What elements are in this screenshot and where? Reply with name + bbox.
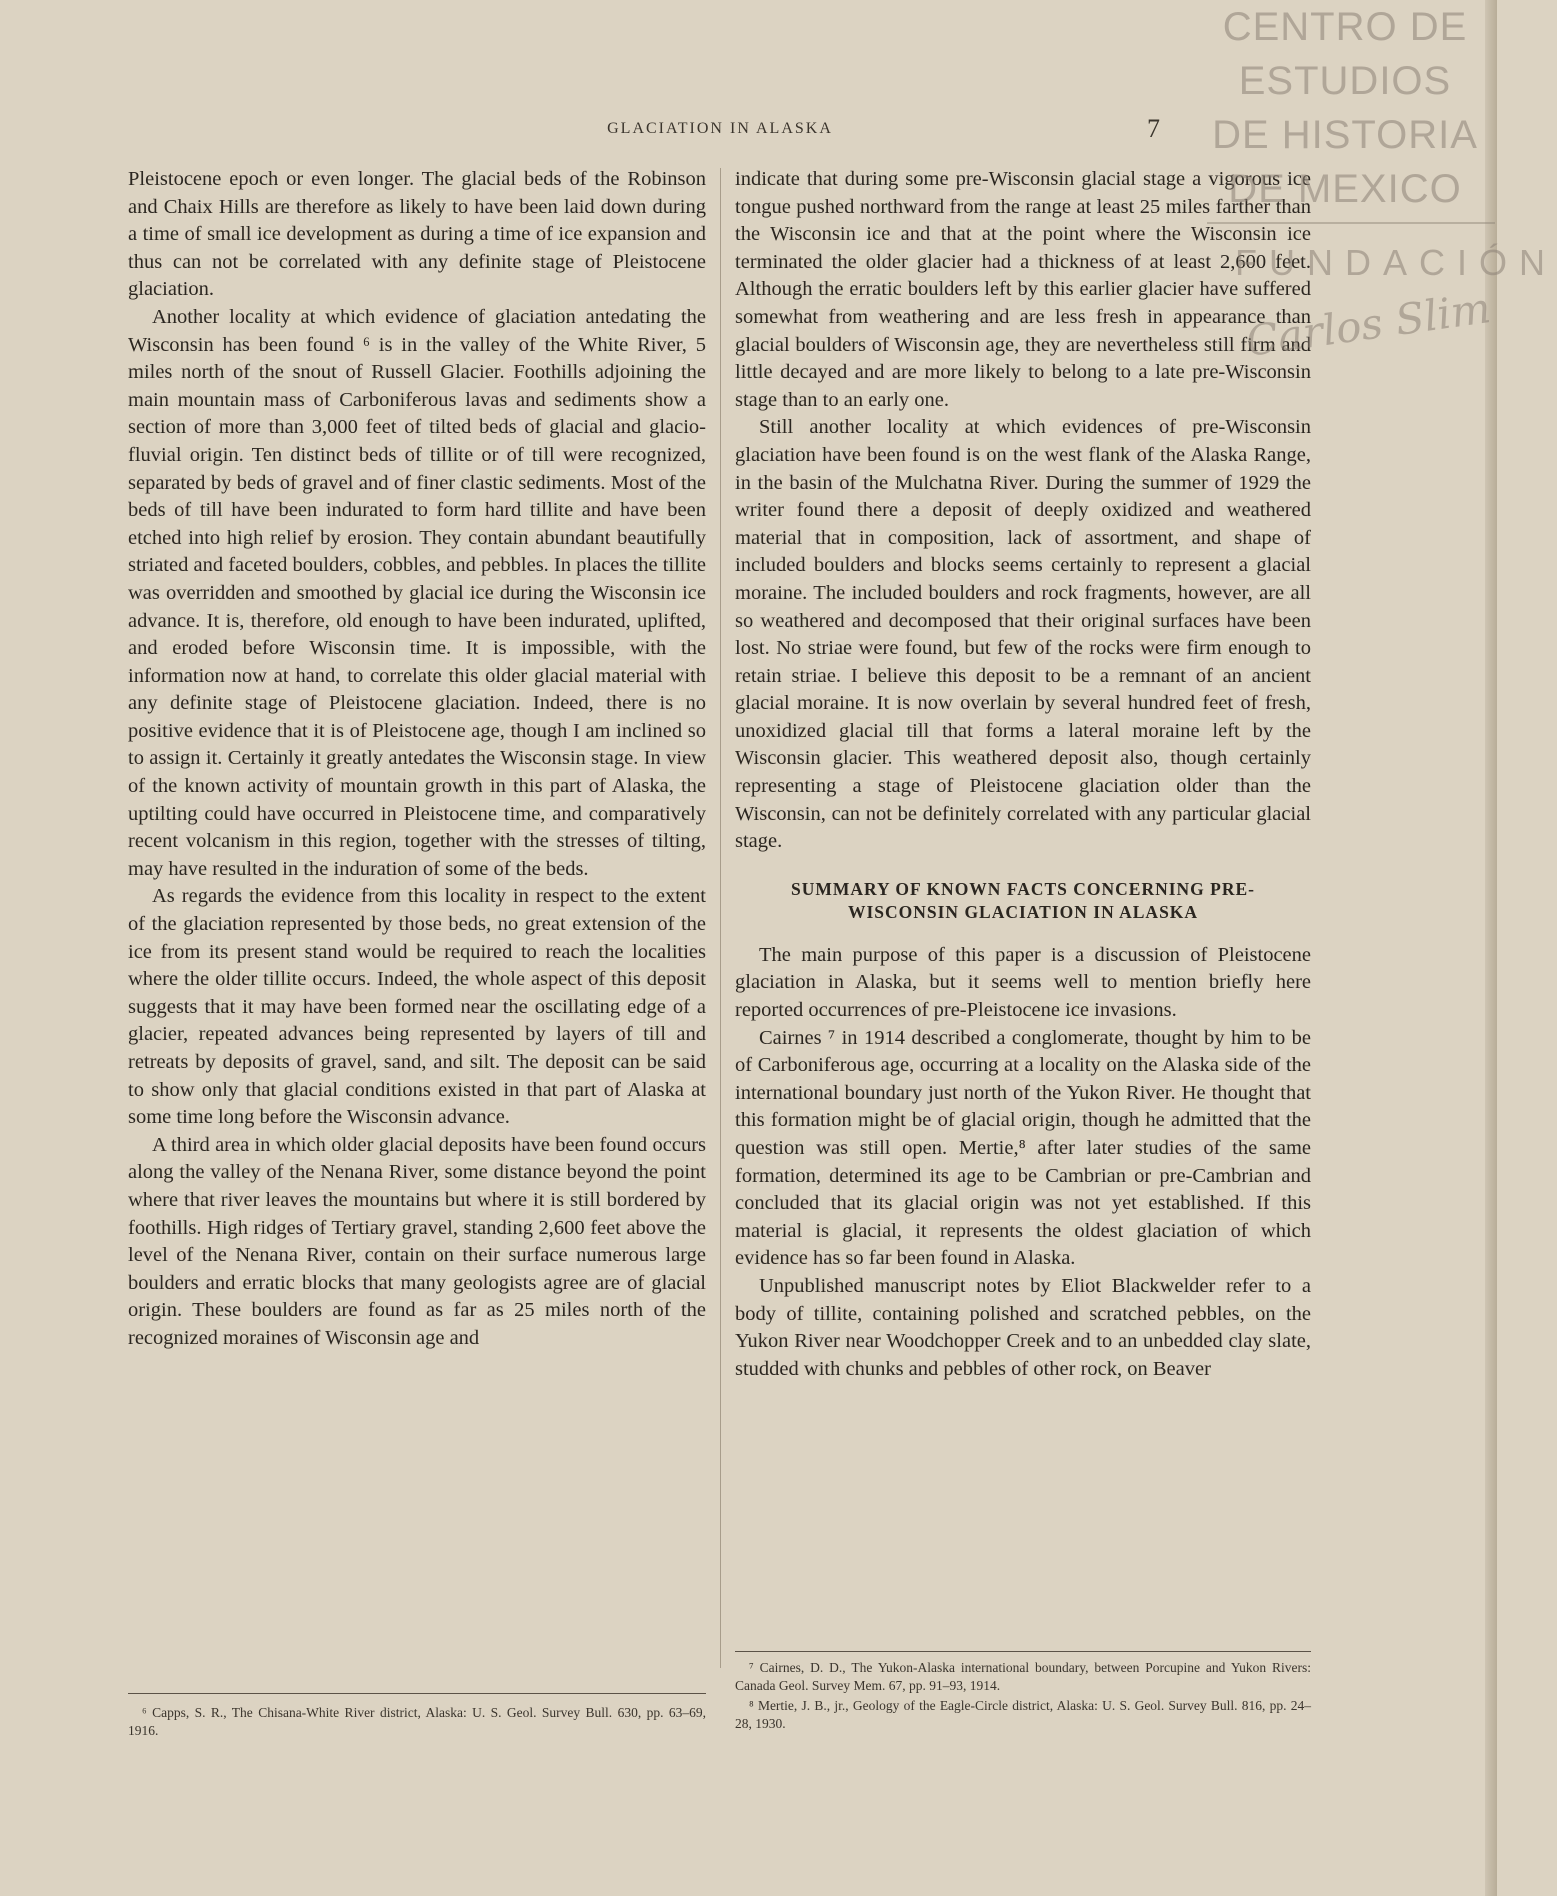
watermark-rule (1207, 222, 1495, 224)
paragraph: Unpublished manuscript notes by Eliot Blackwelder refer to a body of tillite, containing polished and scratched pebbles, on the Yukon River near Woodchopper Creek and to an unbedded clay slate, studded with chunks and pebbles of other rock, on Beaver (735, 1274, 1311, 1380)
paragraph: Another locality at which evidence of glaciation antedating the Wisconsin has been found ⁶ is in the valley of the White River, 5 miles north of the snout of Russell Glacier. Foothills adjoining the main mountain mass of Carboniferous lavas and sediments show a section of more than 3,000 feet of tilted beds of glacial and glacio-fluvial origin. Ten distinct beds of tillite or of till were recognized, separated by beds of gravel and of finer clastic sediments. Most of the beds of till have been indurated to form hard tillite and have been etched into high relief by erosion. They contain abundant beautifully striated and faceted boulders, cobbles, and pebbles. In places the tillite was overridden and smoothed by glacial ice during the Wisconsin ice advance. It is, therefore, old enough to have been indurated, uplifted, and eroded before Wisconsin time. It is impossible, with the information now at hand, to correlate this older glacial material with any definite stage of Pleistocene glaciation. Indeed, there is no positive evidence that it is of Pleistocene age, though I am inclined so to assign it. Certainly it greatly antedates the Wisconsin stage. In view of the known activity of mountain growth in this part of Alaska, the uptilting could have occurred in Pleistocene time, and comparatively recent volcanism in this region, together with the stresses of tilting, may have resulted in the induration of some of the beds. (128, 305, 706, 880)
watermark-line: DE HISTORIA (1212, 113, 1478, 157)
left-column (128, 166, 706, 1353)
footnote-rule (735, 1651, 1311, 1652)
left-footnotes (128, 1704, 706, 1742)
watermark-signature: Carlos Slim (1242, 283, 1494, 366)
paragraph: Still another locality at which evidences of pre-Wisconsin glaciation have been found is on the west flank of the Alaska Range, in the basin of the Mulchatna River. During the summer of 1929 the writer found there a deposit of deeply oxidized and weathered material that in composition, lack of assortment, and shape of included boulders and blocks seems certainly to represent a glacial moraine. The included boulders and rock fragments, however, are all so weathered and decomposed that their original surfaces have been lost. No striae were found, but few of the rocks were firm enough to retain striae. I believe this deposit to be a remnant of an ancient glacial moraine. It is now overlain by several hundred feet of fresh, unoxidized glacial till that forms a lateral moraine left by the Wisconsin glacier. This weathered deposit also, though certainly representing a stage of Pleistocene glaciation older than the Wisconsin, can not be definitely correlated with any particular glacial stage. (735, 416, 1311, 853)
watermark (1195, 0, 1557, 370)
section-heading-line: SUMMARY OF KNOWN FACTS CONCERNING PRE- (790, 878, 1255, 899)
footnote: ⁷ Cairnes, D. D., The Yukon-Alaska international boundary, between Porcupine and Yukon Rivers: Canada Geol. Survey Mem. 67, pp. 91–93, 1914. (735, 1660, 1311, 1693)
paragraph: The main purpose of this paper is a discussion of Pleistocene glaciation in Alaska, but it seems well to mention briefly here reported occurrences of pre-Pleistocene ice invasions. (735, 943, 1311, 1022)
watermark-line: DE MEXICO (1228, 167, 1462, 211)
paragraph: Pleistocene epoch or even longer. The glacial beds of the Robinson and Chaix Hills are therefore as likely to have been laid down during a time of small ice development as during a time of ice expansion and thus can not be correlated with any definite stage of Pleistocene glaciation. (128, 168, 706, 301)
column-divider (720, 168, 721, 1668)
footnote: ⁸ Mertie, J. B., jr., Geology of the Eagle-Circle district, Alaska: U. S. Geol. Survey Bull. 816, pp. 24–28, 1930. (735, 1698, 1311, 1731)
paragraph: indicate that during some pre-Wisconsin glacial stage a vigorous ice tongue pushed northward from the range at least 25 miles farther than the Wisconsin ice and that at the point where the Wisconsin ice terminated the older glacier had a thickness of at least 2,600 feet. Although the erratic boulders left by this earlier glacier have suffered somewhat from weathering and are less fresh in appearance than glacial boulders of Wisconsin age, they are nevertheless still firm and little decayed and are more likely to belong to a late pre-Wisconsin stage than to an early one. (735, 168, 1311, 411)
page-number: 7 (1147, 114, 1160, 143)
right-footnotes (735, 1659, 1311, 1735)
section-heading-line: WISCONSIN GLACIATION IN ALASKA (847, 901, 1199, 922)
paragraph: Cairnes ⁷ in 1914 described a conglomerate, thought by him to be of Carboniferous age, occurring at a locality on the Alaska side of the international boundary just north of the Yukon River. He thought that this formation might be of glacial origin, though he admitted that the question was still open. Mertie,⁸ after later studies of the same formation, determined its age to be Cambrian or pre-Cambrian and concluded that its glacial origin was not yet established. If this material is glacial, it represents the oldest glaciation of which evidence has so far been found in Alaska. (735, 1026, 1311, 1270)
watermark-line: FUNDACIÓN (1235, 242, 1557, 283)
running-head: GLACIATION IN ALASKA (607, 120, 833, 137)
footnote: ⁶ Capps, S. R., The Chisana-White River district, Alaska: U. S. Geol. Survey Bull. 630, pp. 63–69, 1916. (128, 1705, 706, 1738)
page-header (130, 114, 1310, 150)
watermark-line: CENTRO DE (1222, 5, 1468, 49)
watermark-line: ESTUDIOS (1238, 59, 1452, 103)
section-heading (735, 878, 1311, 924)
footnote-rule (128, 1693, 706, 1694)
paragraph: As regards the evidence from this locality in respect to the extent of the glaciation represented by those beds, no great extension of the ice from its present stand would be required to reach the localities where the older tillite occurs. Indeed, the whole aspect of this deposit suggests that it may have been formed near the oscillating edge of a glacier, repeated advances being represented by layers of till and retreats by deposits of gravel, sand, and silt. The deposit can be said to show only that glacial conditions existed in that part of Alaska at some time long before the Wisconsin advance. (128, 885, 706, 1129)
paragraph: A third area in which older glacial deposits have been found occurs along the valley of the Nenana River, some distance beyond the point where that river leaves the mountains but where it is still bordered by foothills. High ridges of Tertiary gravel, standing 2,600 feet above the level of the Nenana River, contain on their surface numerous large boulders and erratic blocks that many geologists agree are of glacial origin. These boulders are found as far as 25 miles north of the recognized moraines of Wisconsin age and (128, 1133, 706, 1349)
